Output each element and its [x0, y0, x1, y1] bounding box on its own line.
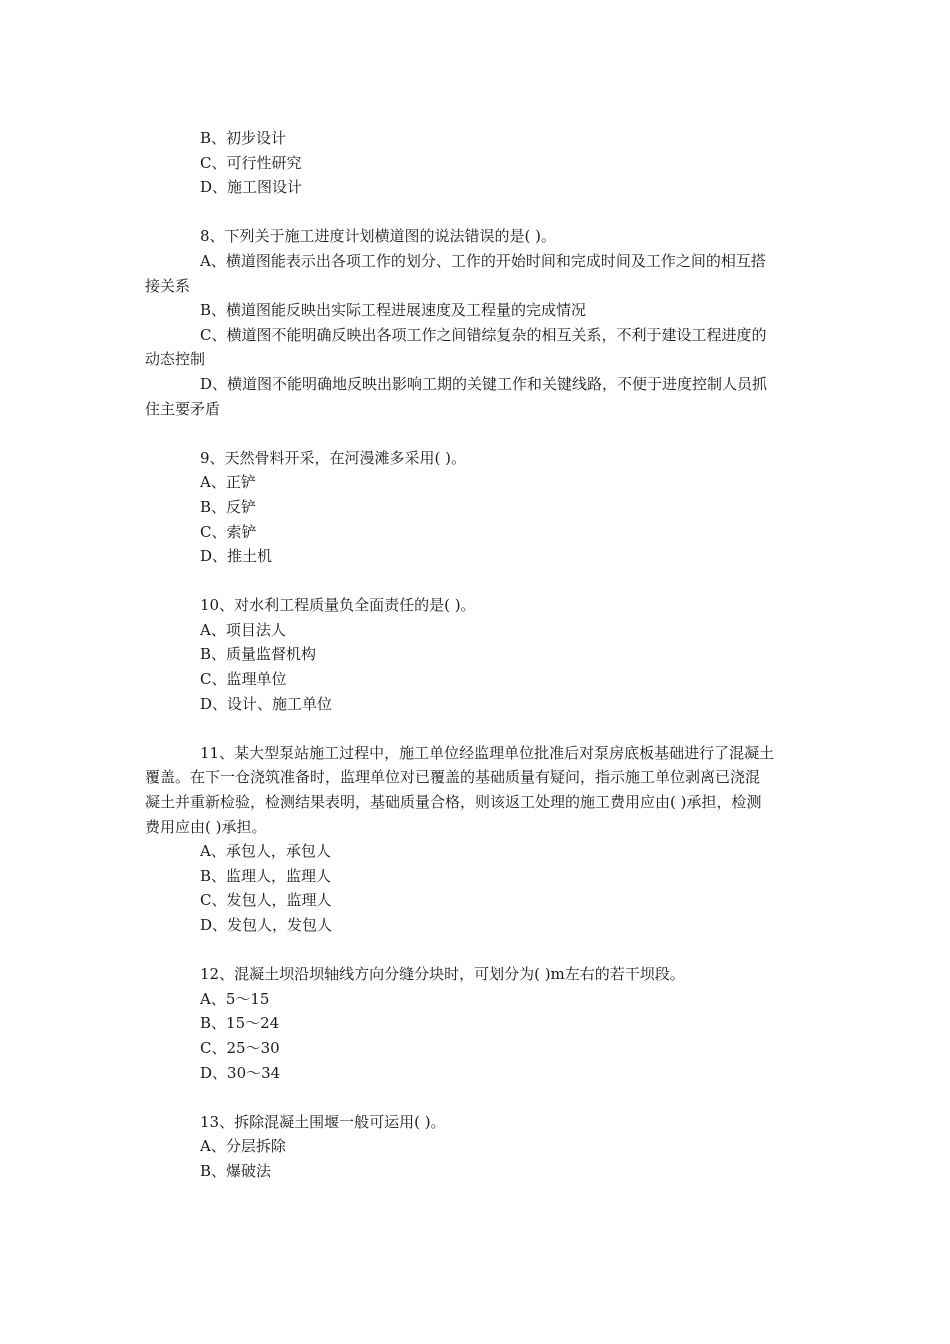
- question-block-9: [145, 446, 810, 569]
- question-block-8: [145, 224, 810, 421]
- option-b: B、反铲: [200, 497, 257, 516]
- question-text-continued: 覆盖。在下一仓浇筑准备时，监理单位对已覆盖的基础质量有疑问，指示施工单位剥离已浇混: [145, 768, 761, 787]
- exam-content: [145, 126, 810, 1184]
- option-d: D、推土机: [200, 547, 273, 566]
- question-text: 13、拆除混凝土围堰一般可运用( )。: [200, 1112, 446, 1131]
- question-text: 8、下列关于施工进度计划横道图的说法错误的是( )。: [200, 227, 557, 246]
- option-b: B、15～24: [200, 1014, 280, 1033]
- question-block-10: [145, 593, 810, 716]
- option-b: B、初步设计: [200, 129, 287, 147]
- option-b: B、质量监督机构: [200, 645, 317, 664]
- option-c: C、25～30: [200, 1038, 280, 1057]
- option-a: A、项目法人: [200, 620, 286, 639]
- question-text: 10、对水利工程质量负全面责任的是( )。: [200, 596, 476, 615]
- option-d: D、施工图设计: [200, 178, 303, 197]
- option-a-continued: 接关系: [145, 276, 191, 295]
- option-a: A、5～15: [200, 989, 270, 1008]
- option-a: A、承包人，承包人: [200, 842, 331, 861]
- question-text-continued: 凝土并重新检验，检测结果表明，基础质量合格，则该返工处理的施工费用应由( )承担，检测: [145, 793, 762, 812]
- option-b: B、横道图能反映出实际工程进展速度及工程量的完成情况: [200, 301, 587, 320]
- option-c: C、监理单位: [200, 670, 287, 689]
- question-block-11: [145, 741, 810, 938]
- option-d-continued: 住主要矛盾: [145, 399, 221, 418]
- question-text: 11、某大型泵站施工过程中，施工单位经监理单位批准后对泵房底板基础进行了混凝土: [200, 743, 775, 762]
- option-d: D、设计、施工单位: [200, 694, 333, 713]
- option-d: D、30～34: [200, 1063, 281, 1082]
- option-b: B、监理人，监理人: [200, 866, 332, 885]
- question-block-12: [145, 962, 810, 1085]
- option-c: C、可行性研究: [200, 153, 302, 172]
- option-d: D、横道图不能明确地反映出影响工期的关键工作和关键线路，不便于进度控制人员抓: [200, 374, 768, 393]
- option-c: C、索铲: [200, 522, 257, 541]
- option-c-continued: 动态控制: [145, 350, 206, 369]
- question-block-7-continued: [145, 126, 810, 200]
- question-block-13: [145, 1110, 810, 1184]
- question-text-continued: 费用应由( )承担。: [145, 817, 267, 836]
- option-d: D、发包人，发包人: [200, 916, 333, 934]
- option-a: A、正铲: [200, 473, 256, 492]
- option-c: C、发包人，监理人: [200, 891, 332, 910]
- option-a: A、横道图能表示出各项工作的划分、工作的开始时间和完成时间及工作之间的相互搭: [200, 251, 766, 270]
- option-a: A、分层拆除: [200, 1137, 286, 1156]
- question-text: 9、天然骨料开采，在河漫滩多采用( )。: [200, 448, 467, 467]
- option-c: C、横道图不能明确反映出各项工作之间错综复杂的相互关系，不利于建设工程进度的: [200, 325, 767, 344]
- question-text: 12、混凝土坝沿坝轴线方向分缝分块时，可划分为( )m左右的若干坝段。: [200, 965, 685, 984]
- option-b: B、爆破法: [200, 1161, 272, 1180]
